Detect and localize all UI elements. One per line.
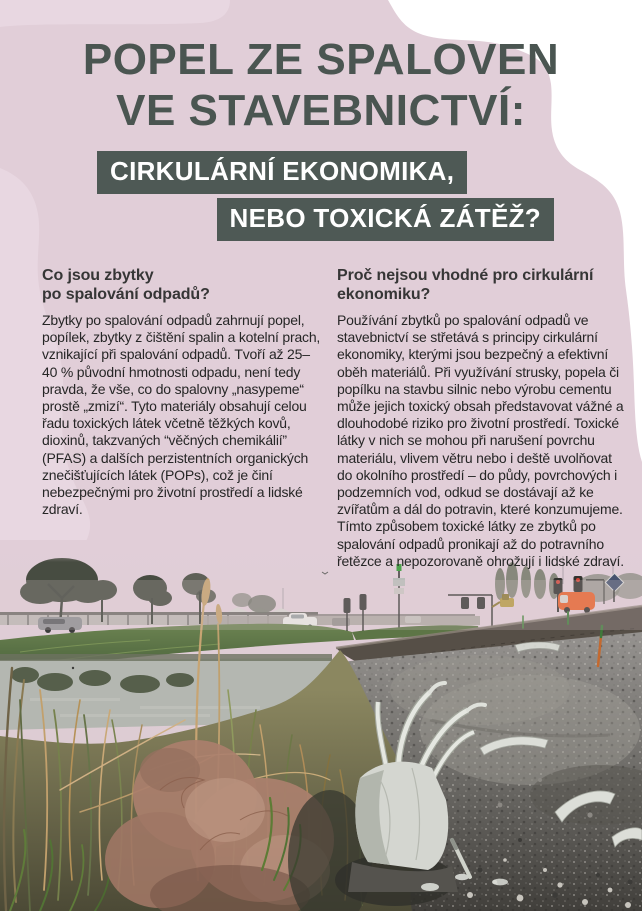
page-title-line1: POPEL ZE SPALOVEN: [82, 35, 560, 84]
photo-waterbird: [72, 667, 74, 669]
heading-left-line1: Co jsou zbytky: [42, 267, 154, 284]
section-what-are-residues: [42, 266, 324, 518]
blob-top-left: [0, 0, 230, 27]
page-title-line2: VE STAVEBNICTVÍ:: [116, 86, 526, 135]
photo-haze: [0, 580, 642, 630]
photo-roadside-ash-site: [0, 540, 642, 911]
section-heading-left: [42, 266, 324, 304]
heading-left-line2: po spalování odpadů?: [42, 286, 210, 303]
subtitle-badge-circular-economy: CIRKULÁRNÍ EKONOMIKA,: [97, 151, 467, 194]
heading-right-line2: ekonomiku?: [337, 286, 431, 303]
section-why-not-circular: [337, 266, 624, 570]
photo-scene: [0, 540, 642, 911]
heading-right-line1: Proč nejsou vhodné pro cirkulární: [337, 267, 594, 284]
photo-gravel-light-swathe2: [390, 655, 570, 725]
subtitle-badge-toxic-burden: NEBO TOXICKÁ ZÁTĚŽ?: [217, 198, 554, 241]
page-title: [0, 34, 642, 136]
section-body-left: Zbytky po spalování odpadů zahrnují popel, popílek, zbytky z čištění spalin a kotelní prach, vznikající při spalování odpadů. Tvoří až 25–40 % původní hmotnosti odpadu, není tedy pravda, že vše, co do spalovny „nasypeme“ prostě „zmizí“. Tyto materiály obsahují celou řadu toxických látek včetně těžkých kovů, dioxinů, takzvaných “věčných chemikálií” (PFAS) a dalších perzistentních organických znečišťujících látek (POPs), což je činí nebezpečnými pro životní prostředí a lidské zdraví.: [42, 312, 321, 518]
section-heading-right: [337, 266, 624, 304]
section-body-right: Používání zbytků po spalování odpadů ve stavebnictví se střetává s principy cirkulární ekonomiky, kterými jsou bezpečný a efektivní oběh materiálů. Při využívání strusky, popela či popílku na stavbu silnic nebo výrobu cementu může jejich toxický obsah představovat vážné a dlouhodobé riziko pro životní prostředí. Toxické látky v nich se mohou při narušení povrchu materiálu, vlivem větru nebo i deště uvolňovat do okolního prostředí – do půdy, povrchových i podzemních vod, odkud se dostávají až ke zvířatům a dál do potravin, které konzumujeme. Tímto způsobem toxické látky ze zbytků po spalování odpadů pronikají až do potravního řetězce a nepozorovaně ohrožují i lidské zdraví.: [337, 312, 624, 569]
